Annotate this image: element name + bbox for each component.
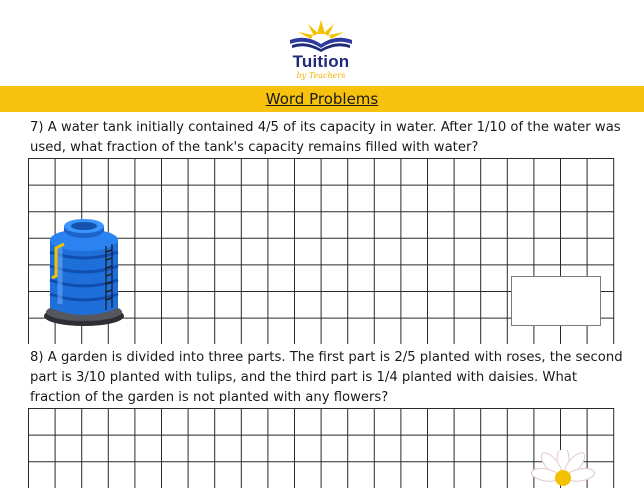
brand-name: Tuition	[292, 52, 350, 71]
daisy-flower-icon	[528, 450, 598, 490]
water-tank-icon	[42, 212, 128, 334]
question-7-text: 7) A water tank initially contained 4/5 of its capacity in water. After 1/10 of the water was used, what fraction of the tank's capacity remains filled with water?	[30, 120, 621, 155]
work-grid-q8	[28, 408, 615, 488]
page-title: Word Problems	[265, 90, 379, 108]
book-logo-icon	[278, 18, 364, 54]
title-banner	[0, 86, 644, 112]
question-8-text: 8) A garden is divided into three parts. The first part is 2/5 planted with roses, the second part is 3/10 planted with tulips, and the third part is 1/4 planted with daisies. What fraction of the garden is not planted with any flowers?	[30, 350, 623, 405]
answer-box-q7[interactable]	[511, 276, 601, 326]
brand-tagline: by Teachers	[296, 71, 346, 80]
tuition-logo	[278, 18, 364, 82]
